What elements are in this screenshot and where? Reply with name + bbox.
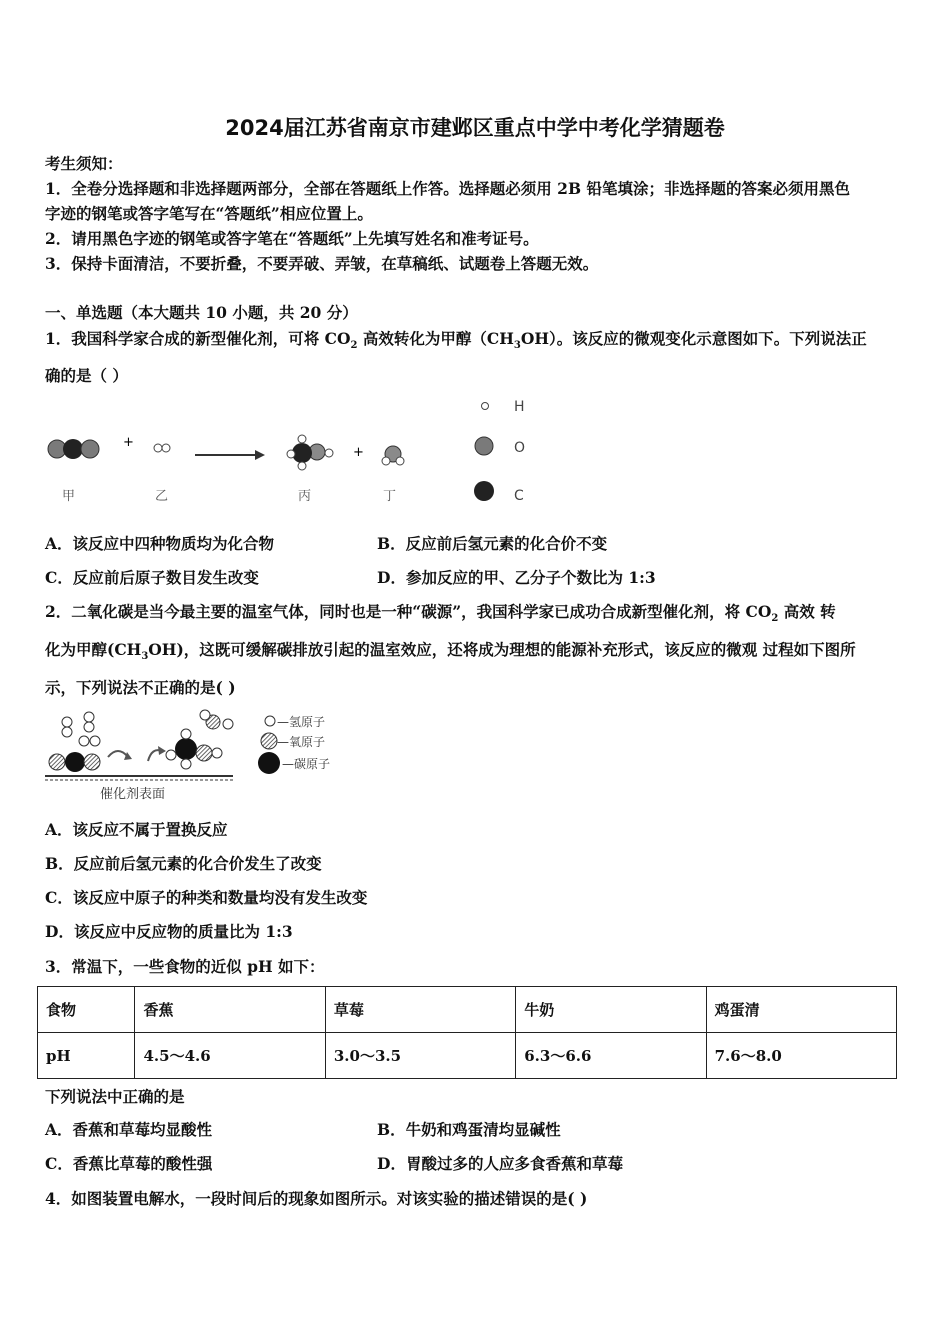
legend-hydrogen-atom <box>265 716 275 726</box>
catalyst-surface-label: 催化剂表面 <box>100 787 166 802</box>
table-cell: 3.0～3.5 <box>325 1033 515 1079</box>
table-cell: 7.6～8.0 <box>706 1033 896 1079</box>
legend-carbon-label: —碳原子 <box>282 757 331 771</box>
label-bing: 丙 <box>298 489 312 504</box>
ph-table <box>37 986 897 1079</box>
legend-c-label: C <box>514 488 524 504</box>
label-ding: 丁 <box>383 489 397 504</box>
reaction-arrow-head <box>255 450 265 460</box>
q1-option-d: D．参加反应的甲、乙分子个数比为 1:3 <box>377 568 656 587</box>
q1-option-b: B．反应前后氢元素的化合价不变 <box>377 534 608 553</box>
legend-oxygen-label: —氧原子 <box>277 735 326 749</box>
legend-o-atom <box>475 437 493 455</box>
page-title: 2024届江苏省南京市建邺区重点中学中考化学猜题卷 <box>225 116 725 140</box>
q2-stem: 2．二氧化碳是当今最主要的温室气体，同时也是一种“碳源”，我国科学家已成功合成新型催化剂，将 $CO_2$ 高效 转 <box>45 602 836 625</box>
table-cell: 香蕉 <box>135 987 325 1033</box>
notice-item-1b: 字迹的钢笔或答字笔写在“答题纸”相应位置上。 <box>45 204 373 223</box>
q3-option-a: A．香蕉和草莓均显酸性 <box>45 1120 213 1139</box>
table-cell: 鸡蛋清 <box>706 987 896 1033</box>
q1-stem: 1．我国科学家合成的新型催化剂，可将 $CO_2$ 高效转化为甲醇$(CH_3OH)$。该反应的微观变化示意图如下。下列说法正 <box>45 329 867 352</box>
q1-option-c: C．反应前后原子数目发生改变 <box>45 568 259 587</box>
q3-prompt: 下列说法中正确的是 <box>45 1087 185 1106</box>
table-cell: 6.3～6.6 <box>516 1033 706 1079</box>
legend-carbon-atom <box>258 752 280 774</box>
table-cell: 4.5～4.6 <box>135 1033 325 1079</box>
q2-stem-3: 示，下列说法不正确的是( ) <box>45 678 236 697</box>
q2-stem-2: 化为甲醇$(CH_3OH)$，这既可缓解碳排放引起的温室效应，还将成为理想的能源补充形式，该反应的微观 过程如下图所 <box>45 640 856 663</box>
molecule-ding <box>382 446 404 465</box>
q2-option-b: B．反应前后氢元素的化合价发生了改变 <box>45 854 322 873</box>
q3-stem: 3．常温下，一些食物的近似 pH 如下： <box>45 957 325 976</box>
q1-option-a: A．该反应中四种物质均为化合物 <box>45 534 275 553</box>
table-cell: 草莓 <box>325 987 515 1033</box>
molecule-jia <box>48 439 99 459</box>
q2-option-d: D．该反应中反应物的质量比为 1:3 <box>45 922 293 941</box>
molecule-yi <box>154 444 170 452</box>
notice-heading: 考生须知： <box>45 154 123 173</box>
legend-hydrogen-label: —氢原子 <box>277 715 326 729</box>
table-cell: pH <box>38 1033 135 1079</box>
q4-stem: 4．如图装置电解水，一段时间后的现象如图所示。对该实验的描述错误的是( ) <box>45 1189 588 1208</box>
q2-option-c: C．该反应中原子的种类和数量均没有发生改变 <box>45 888 368 907</box>
label-yi: 乙 <box>155 489 169 504</box>
q2-catalyst-diagram <box>40 705 350 805</box>
label-jia: 甲 <box>62 489 76 504</box>
notice-item-3: 3．保持卡面清洁，不要折叠，不要弄破、弄皱，在草稿纸、试题卷上答题无效。 <box>45 254 599 273</box>
q3-option-d: D．胃酸过多的人应多食香蕉和草莓 <box>377 1154 623 1173</box>
section-heading: 一、单选题（本大题共 10 小题，共 20 分） <box>45 303 358 322</box>
q1-reaction-diagram <box>40 390 560 520</box>
notice-item-1a: 1．全卷分选择题和非选择题两部分，全部在答题纸上作答。选择题必须用 2B 铅笔填涂；非选择题的答案必须用黑色 <box>45 179 850 198</box>
molecule-bing <box>287 435 333 470</box>
plus-sign-2: + <box>353 445 364 460</box>
legend-h-label: H <box>514 399 525 415</box>
legend-h-atom <box>482 403 489 410</box>
q3-option-c: C．香蕉比草莓的酸性强 <box>45 1154 213 1173</box>
table-header-row <box>38 987 897 1033</box>
legend-oxygen-atom <box>261 733 277 749</box>
plus-sign-1: + <box>123 435 134 450</box>
legend-c-atom <box>474 481 494 501</box>
q1-stem-2: 确的是（ ） <box>45 366 128 385</box>
table-row <box>38 1033 897 1079</box>
table-cell: 食物 <box>38 987 135 1033</box>
q2-option-a: A．该反应不属于置换反应 <box>45 820 228 839</box>
q3-option-b: B．牛奶和鸡蛋清均显碱性 <box>377 1120 561 1139</box>
notice-item-2: 2．请用黑色字迹的钢笔或答字笔在“答题纸”上先填写姓名和准考证号。 <box>45 229 539 248</box>
table-cell: 牛奶 <box>516 987 706 1033</box>
legend-o-label: O <box>514 440 526 456</box>
